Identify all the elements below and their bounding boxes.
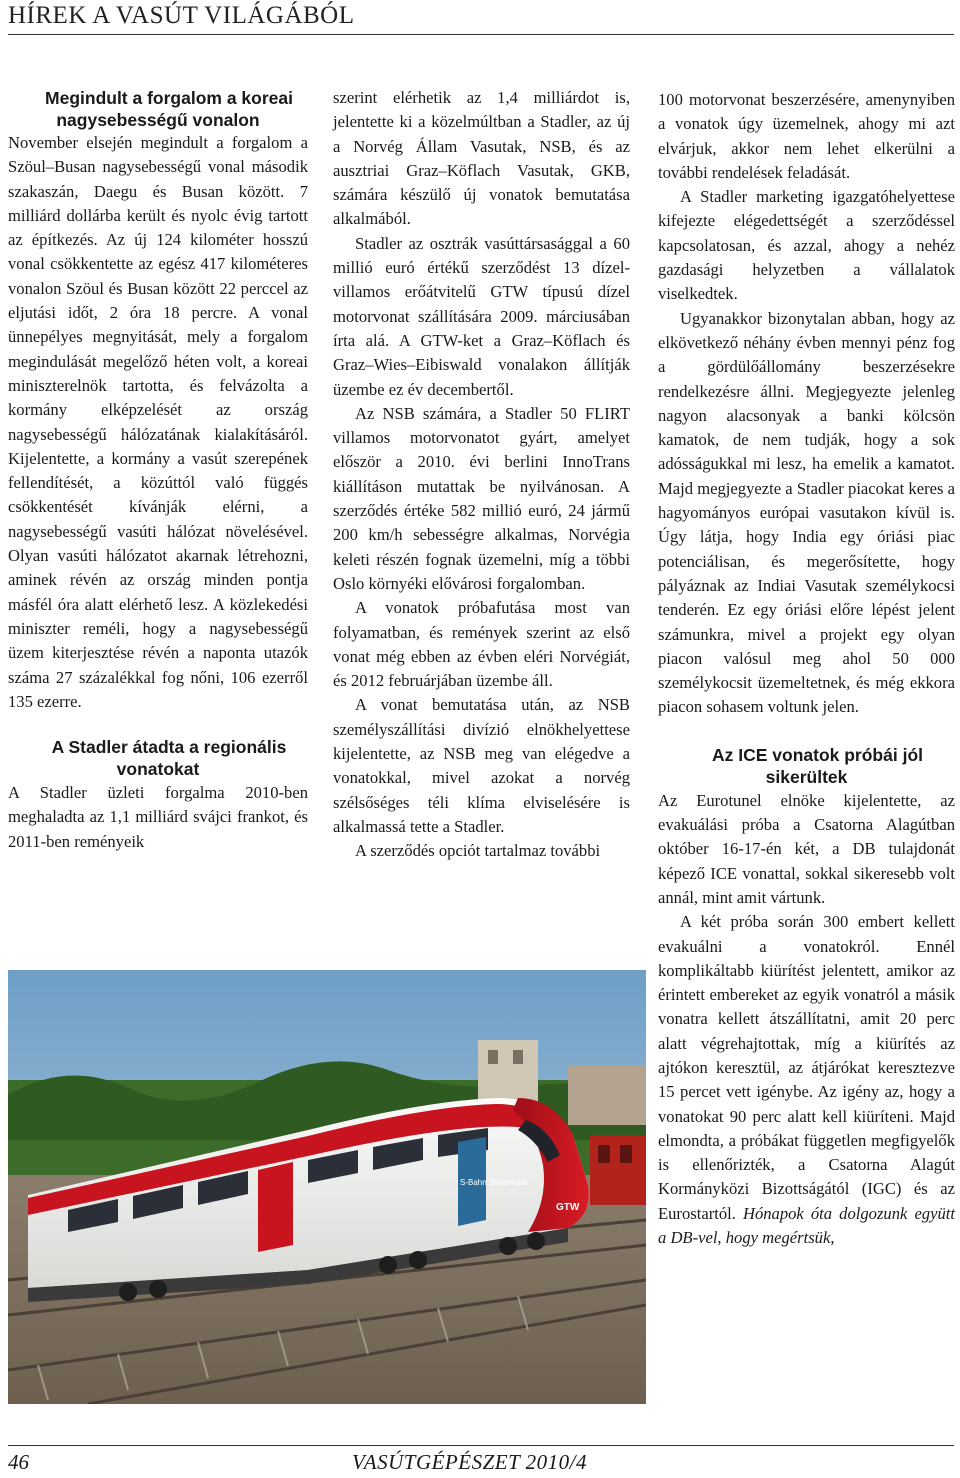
stadler-paragraph: A vonatok próbafutása most van folyamatban, és remények szerint az első vonat még ebben az évben eléri Norvégiát, és 2012 februárjában üzembe áll. [333,598,630,691]
korea-heading: Megindult a forgalom a koreai nagysebességű vonalon [45,88,293,130]
stadler-paragraph: A vonat bemutatása után, az NSB személyszállítási divízió elnökhelyettese kijelentette, az NSB meg van elégedve a vonatokkal, mivel azokat a norvég szélsőséges téli klíma elviselésére is alkalmassá tette a Stadler. [333,695,630,836]
stadler-paragraph: A szerződés opciót tartalmaz további [355,841,601,861]
stadler-paragraph: Stadler az osztrák vasúttársasággal a 60 millió euró értékű szerződést 13 dízel-villamos erőátvitelű GTW típusú dízel motorvonat szállítására 2009. márciusában írta alá. A GTW-ket a Graz–Köflach és Graz–Wies–Eibiswald vonalakon állítják üzembe ez év decembertől. [333,233,630,399]
train-logo: S-Bahn Steiermark [460,1178,528,1187]
stadler-col3-continuation: 100 motorvonat beszerzésére, amenynyiben a vonatok úgy üzemelnek, ahogy mi azt elvárjuk, akkor nem lehet elkerülni a további rendelések feladását. [658,90,955,182]
stadler-continuation: szerint elérhetik az 1,4 milliárdot is, jelentette ki a közelmúltban a Stadler, az új a Norvég Állam Vasutak, NSB, és az ausztriai Graz–Köflach Vasutak, GKB, számára készülő új vonatok bemutatása alkalmából. [333,88,630,229]
train-photo-illustration [8,970,646,1404]
korea-body: November elsején megindult a forgalom a Szöul–Busan nagysebességű vonal második szakaszán, Daegu és Busan között. 7 milliárd dollárba került és nyolc évig tartott az építkezés. Az új 124 kilométer hosszú vonal csökkentette az egész 417 kilométeres vonalon Szöul és Busan között 22 perccel az eljutási időt, 2 óra 18 percre. A vonal ünnepélyes megnyitását, mely a forgalom megindulását megelőző héten volt, a koreai miniszterelnök tartotta, és felvázolta a kormány elképzelését az ország nagysebességű hálózatának kialakításáról. Kijelentette, a kormány a vasút szerepének fellendítését, a közúttól való függés csökkentését kívánják elérni, a nagysebességű vasúti hálózat növelésével. Olyan vasúti hálózatot akarnak létrehozni, aminek révén az ország minden pontja másfél óra alatt elérhető lesz. A közlekedési miniszter reméli, hogy a nagysebességű üzem kiterjesztése révén a naponta utazók száma 27 százalékkal fog nőni, 106 ezerről 135 ezerre. [8,133,308,711]
ice-heading: Az ICE vonatok próbái jól sikerültek [712,744,923,787]
ice-paragraph [658,910,955,1250]
ice-paragraph: Az Eurotunel elnöke kijelentette, az evakuálási próba a Csatorna Alagútban október 16-17-én két, a DB tulajdonát képező ICE vonattal, sokkal sikeresebb volt annál, mint amit vártunk. [658,790,955,907]
stadler-paragraph: Ugyanakkor bizonytalan abban, hogy az elkövetkező néhány évben mennyi pénz fog a gördülőállomány beszerzésekre rendelkezésre állni. Megjegyezte jelenleg nagyon alacsonyak a banki kölcsön kamatok, de nem tudják, hogy a sok adósságukkal mi lesz, ha emelik a kamatot. Majd megjegyezte a Stadler piacokat keres a hagyományos európai vasutakon kívül is. Úgy látja, hogy India egy óriási piac potenciálisan, és megerősítette, hogy pályáznak az Indiai Vasutak személykocsi tenderén. Ez egy óriási előre lépést jelent számunkra, mivel a projekt egy olyan piacon valósul meg ahol 50 000 személykocsit üzemeltetnek, és még ekkora piacon sohasem voltunk jelen. [658,308,955,717]
building [568,1065,646,1125]
ice-quote: Hónapok óta dolgozunk együtt a DB-vel, hogy megértsük, [658,1203,955,1248]
header-rule [8,34,954,35]
magazine-title: VASÚTGÉPÉSZET 2010/4 [352,1450,587,1474]
train-door [258,1162,293,1252]
page-number: 46 [8,1450,29,1474]
stadler-paragraph: A Stadler marketing igazgatóhelyettese kifejezte elégedettségét a szerződéssel kapcsolatosan, és azzal, ahogy a nehéz gazdasági helyzetben a vállalatok viselkedtek. [658,187,955,304]
train-photo [8,970,646,1404]
footer-rule [8,1445,954,1446]
stadler-heading: A Stadler átadta a regionális vonatokat [51,737,287,780]
train-number: GTW [556,1202,580,1213]
stadler-paragraph: Az NSB számára, a Stadler 50 FLIRT villamos motorvonatot gyárt, amelyet először a 2010. évi berlini InnoTrans kiállításon mutattak be nyilvánosan. A szerződés értéke 582 millió euró, 24 jármű 200 km/h sebességre alkalmas, Norvégia keleti részén fognak üzemelni, míg a többi Oslo környéki elővárosi forgalomban. [333,403,630,593]
ice-paragraph-text: A két próba során 300 embert kellett evakuálni a vonatokról. Ennél komplikáltabb kiürítést jelentett, amikor az érintett embereket az egyik vonatról a másik vonatra kellett átszállítatni, amit 20 perc alatt végrehajtottak, míg a kiürítés az ajtókon keresztül, az átjárókat keresztezve 15 percet vett igénybe. Az igény az, hogy a vonatokat 90 perc alatt kell kiüríteni. Majd elmondta, a próbákat független megfigyelők is ellenőrizték, a Csatorna Alagút Kormányközi Bizottságától (IGC) és az Eurostartól. [658,912,955,1223]
column-3 [658,88,955,1250]
section-header: HÍREK A VASÚT VILÁGÁBÓL [8,2,355,29]
stadler-intro: A Stadler üzleti forgalma 2010-ben meghaladta az 1,1 milliárd svájci frankot, és 2011-ben reményeik [8,783,308,851]
column-1 [8,87,308,854]
column-2 [333,86,630,864]
